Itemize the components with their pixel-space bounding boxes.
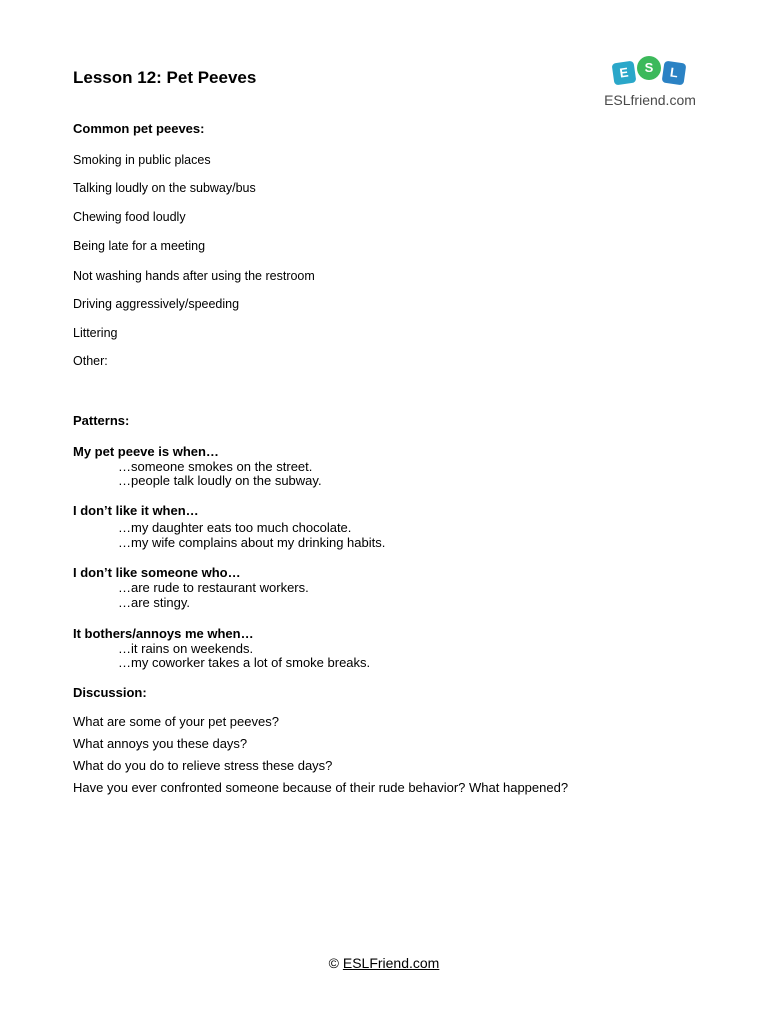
pattern-heading: I don’t like someone who…: [73, 565, 241, 580]
pet-peeve-item-other: Other:: [73, 354, 108, 368]
pattern-example: …my daughter eats too much chocolate.: [118, 520, 352, 535]
pet-peeve-item: Being late for a meeting: [73, 239, 206, 253]
pattern-example: …are stingy.: [118, 595, 191, 610]
pattern-heading: My pet peeve is when…: [73, 444, 219, 459]
pet-peeve-item: Not washing hands after using the restroom: [73, 269, 315, 283]
discussion-question: What do you do to relieve stress these days?: [73, 758, 333, 773]
pattern-heading: I don’t like it when…: [73, 503, 199, 518]
footer-site-link[interactable]: ESLFriend.com: [342, 955, 440, 971]
pet-peeve-item: Chewing food loudly: [73, 210, 186, 224]
pet-peeve-item: Smoking in public places: [73, 153, 211, 167]
page-title: Lesson 12: Pet Peeves: [73, 68, 257, 87]
pet-peeve-item: Driving aggressively/speeding: [73, 297, 240, 311]
logo-badge-l: L: [662, 61, 687, 86]
patterns-heading: Patterns:: [73, 413, 130, 428]
pattern-example: …people talk loudly on the subway.: [118, 473, 322, 488]
discussion-question: What annoys you these days?: [73, 736, 248, 751]
common-pet-peeves-heading: Common pet peeves:: [73, 121, 205, 136]
logo-badge-s: S: [637, 56, 661, 80]
pattern-example: …it rains on weekends.: [118, 641, 254, 656]
pattern-example: …are rude to restaurant workers.: [118, 580, 309, 595]
esl-friend-logo: [597, 54, 703, 110]
pattern-example: …my wife complains about my drinking habits.: [118, 535, 386, 550]
pattern-example: …my coworker takes a lot of smoke breaks.: [118, 655, 371, 670]
pattern-heading: It bothers/annoys me when…: [73, 626, 254, 641]
pet-peeve-item: Littering: [73, 326, 118, 340]
pet-peeve-item: Talking loudly on the subway/bus: [73, 181, 256, 195]
logo-badge-e: E: [612, 61, 637, 86]
discussion-question: What are some of your pet peeves?: [73, 714, 279, 729]
copyright-symbol: ©: [328, 955, 339, 971]
logo-badges: [613, 56, 687, 86]
footer: [0, 955, 768, 971]
pattern-example: …someone smokes on the street.: [118, 459, 313, 474]
logo-site-text: ESLfriend.com: [604, 92, 696, 108]
discussion-heading: Discussion:: [73, 685, 147, 700]
discussion-question: Have you ever confronted someone because of their rude behavior? What happened?: [73, 780, 569, 795]
